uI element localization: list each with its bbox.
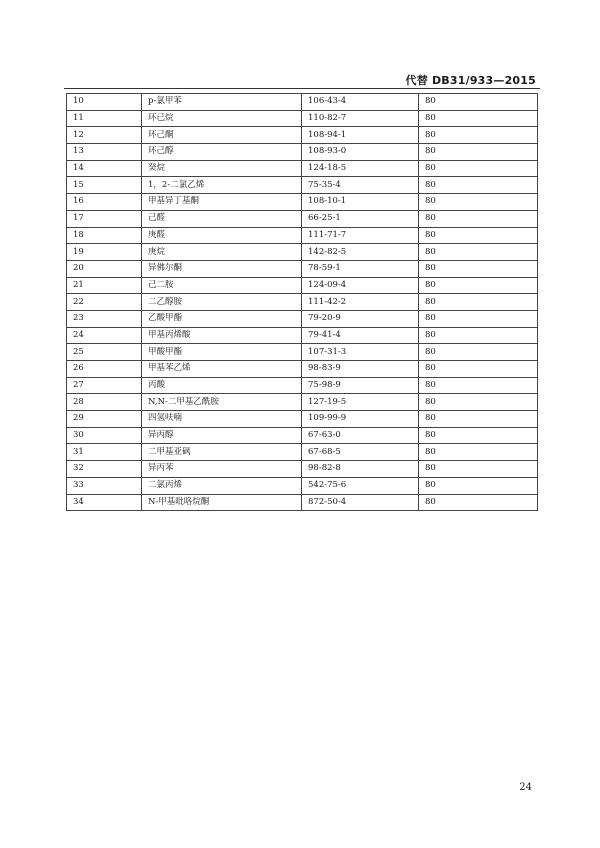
cas-number: 78-59-1 bbox=[302, 260, 419, 277]
cas-number: 109-99-9 bbox=[302, 411, 419, 428]
cas-number: 67-63-0 bbox=[302, 427, 419, 444]
cas-number: 108-93-0 bbox=[302, 144, 419, 161]
row-number: 28 bbox=[67, 394, 142, 411]
substance-name: 环己醇 bbox=[142, 144, 302, 161]
table-row bbox=[67, 461, 538, 478]
limit-value: 80 bbox=[419, 244, 538, 261]
limit-value: 80 bbox=[419, 361, 538, 378]
substance-name: 丙酸 bbox=[142, 377, 302, 394]
limit-value: 80 bbox=[419, 94, 538, 111]
table-row bbox=[67, 94, 538, 111]
row-number: 23 bbox=[67, 310, 142, 327]
limit-value: 80 bbox=[419, 210, 538, 227]
limit-value: 80 bbox=[419, 494, 538, 511]
limit-value: 80 bbox=[419, 461, 538, 478]
cas-number: 111-71-7 bbox=[302, 227, 419, 244]
row-number: 14 bbox=[67, 160, 142, 177]
substance-name: 异丙苯 bbox=[142, 461, 302, 478]
substance-name: 乙酸甲酯 bbox=[142, 310, 302, 327]
table-row bbox=[67, 194, 538, 211]
substance-name: 庚醛 bbox=[142, 227, 302, 244]
limit-value: 80 bbox=[419, 127, 538, 144]
limit-value: 80 bbox=[419, 277, 538, 294]
substance-name: 甲基异丁基酮 bbox=[142, 194, 302, 211]
row-number: 29 bbox=[67, 411, 142, 428]
row-number: 31 bbox=[67, 444, 142, 461]
row-number: 20 bbox=[67, 260, 142, 277]
substance-name: 异佛尔酮 bbox=[142, 260, 302, 277]
table-row bbox=[67, 377, 538, 394]
substance-name: 环己酮 bbox=[142, 127, 302, 144]
limit-value: 80 bbox=[419, 160, 538, 177]
limit-value: 80 bbox=[419, 444, 538, 461]
standard-code: 代替 DB31/933—2015 bbox=[405, 74, 536, 87]
table-row bbox=[67, 244, 538, 261]
substance-name: 甲酸甲酯 bbox=[142, 344, 302, 361]
cas-number: 107-31-3 bbox=[302, 344, 419, 361]
table-row bbox=[67, 327, 538, 344]
cas-number: 108-94-1 bbox=[302, 127, 419, 144]
table-row bbox=[67, 144, 538, 161]
row-number: 10 bbox=[67, 94, 142, 111]
row-number: 12 bbox=[67, 127, 142, 144]
limit-value: 80 bbox=[419, 411, 538, 428]
cas-number: 124-09-4 bbox=[302, 277, 419, 294]
cas-number: 98-83-9 bbox=[302, 361, 419, 378]
table-body bbox=[67, 94, 538, 511]
row-number: 24 bbox=[67, 327, 142, 344]
limit-value: 80 bbox=[419, 144, 538, 161]
row-number: 26 bbox=[67, 361, 142, 378]
limit-value: 80 bbox=[419, 294, 538, 311]
cas-number: 79-20-9 bbox=[302, 310, 419, 327]
cas-number: 110-82-7 bbox=[302, 110, 419, 127]
row-number: 21 bbox=[67, 277, 142, 294]
substance-name: 1，2-二氯乙烯 bbox=[142, 177, 302, 194]
table-row bbox=[67, 127, 538, 144]
cas-number: 542-75-6 bbox=[302, 477, 419, 494]
table-row bbox=[67, 160, 538, 177]
table-row bbox=[67, 177, 538, 194]
substance-name: N,N-二甲基乙酰胺 bbox=[142, 394, 302, 411]
limit-value: 80 bbox=[419, 427, 538, 444]
row-number: 16 bbox=[67, 194, 142, 211]
limit-value: 80 bbox=[419, 110, 538, 127]
cas-number: 127-19-5 bbox=[302, 394, 419, 411]
row-number: 18 bbox=[67, 227, 142, 244]
table-row bbox=[67, 494, 538, 511]
cas-number: 108-10-1 bbox=[302, 194, 419, 211]
cas-number: 75-35-4 bbox=[302, 177, 419, 194]
table-row bbox=[67, 310, 538, 327]
limit-value: 80 bbox=[419, 327, 538, 344]
cas-number: 124-18-5 bbox=[302, 160, 419, 177]
substance-name: p-氯甲苯 bbox=[142, 94, 302, 111]
table-row bbox=[67, 210, 538, 227]
row-number: 19 bbox=[67, 244, 142, 261]
row-number: 27 bbox=[67, 377, 142, 394]
table-row bbox=[67, 227, 538, 244]
limit-value: 80 bbox=[419, 227, 538, 244]
table-row bbox=[67, 427, 538, 444]
row-number: 15 bbox=[67, 177, 142, 194]
row-number: 17 bbox=[67, 210, 142, 227]
row-number: 25 bbox=[67, 344, 142, 361]
table-row bbox=[67, 444, 538, 461]
table-row bbox=[67, 477, 538, 494]
substance-name: N-甲基吡咯烷酮 bbox=[142, 494, 302, 511]
substance-name: 二氯丙烯 bbox=[142, 477, 302, 494]
cas-number: 142-82-5 bbox=[302, 244, 419, 261]
limit-value: 80 bbox=[419, 310, 538, 327]
substance-name: 甲基丙烯酸 bbox=[142, 327, 302, 344]
substance-name: 癸烷 bbox=[142, 160, 302, 177]
substance-name: 四氢呋喃 bbox=[142, 411, 302, 428]
substance-name: 己醛 bbox=[142, 210, 302, 227]
cas-number: 106-43-4 bbox=[302, 94, 419, 111]
limit-value: 80 bbox=[419, 177, 538, 194]
cas-number: 872-50-4 bbox=[302, 494, 419, 511]
substance-name: 庚烷 bbox=[142, 244, 302, 261]
cas-number: 79-41-4 bbox=[302, 327, 419, 344]
substance-name: 甲基苯乙烯 bbox=[142, 361, 302, 378]
table-row bbox=[67, 260, 538, 277]
table-row bbox=[67, 294, 538, 311]
limit-value: 80 bbox=[419, 377, 538, 394]
substance-name: 己二胺 bbox=[142, 277, 302, 294]
table-row bbox=[67, 277, 538, 294]
cas-number: 111-42-2 bbox=[302, 294, 419, 311]
row-number: 30 bbox=[67, 427, 142, 444]
cas-number: 67-68-5 bbox=[302, 444, 419, 461]
row-number: 34 bbox=[67, 494, 142, 511]
table-row bbox=[67, 394, 538, 411]
table-row bbox=[67, 110, 538, 127]
limit-value: 80 bbox=[419, 260, 538, 277]
cas-number: 66-25-1 bbox=[302, 210, 419, 227]
limit-value: 80 bbox=[419, 477, 538, 494]
substance-name: 二甲基亚砜 bbox=[142, 444, 302, 461]
row-number: 33 bbox=[67, 477, 142, 494]
row-number: 32 bbox=[67, 461, 142, 478]
row-number: 13 bbox=[67, 144, 142, 161]
substance-name: 二乙醇胺 bbox=[142, 294, 302, 311]
substance-name: 环己烷 bbox=[142, 110, 302, 127]
cas-number: 98-82-8 bbox=[302, 461, 419, 478]
table-row bbox=[67, 411, 538, 428]
table-row bbox=[67, 344, 538, 361]
limit-value: 80 bbox=[419, 344, 538, 361]
header-rule bbox=[64, 88, 540, 89]
limit-value: 80 bbox=[419, 394, 538, 411]
limit-value: 80 bbox=[419, 194, 538, 211]
table-row bbox=[67, 361, 538, 378]
substance-table bbox=[66, 93, 538, 511]
substance-name: 异丙醇 bbox=[142, 427, 302, 444]
page-number: 24 bbox=[519, 782, 532, 793]
row-number: 11 bbox=[67, 110, 142, 127]
cas-number: 75-98-9 bbox=[302, 377, 419, 394]
row-number: 22 bbox=[67, 294, 142, 311]
